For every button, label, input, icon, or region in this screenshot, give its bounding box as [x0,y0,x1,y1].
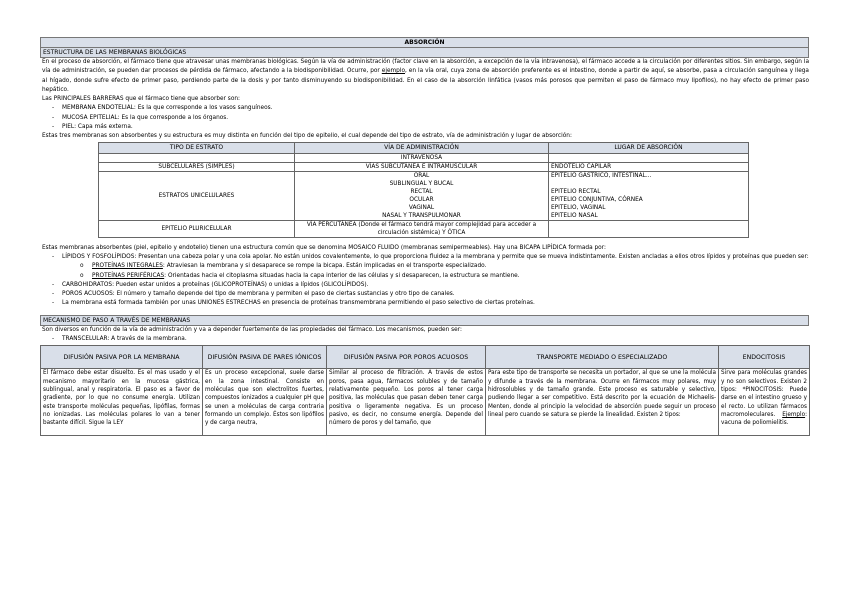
table-cell [549,220,749,237]
table-cell [549,153,749,162]
mechanism-cell: Similar al proceso de filtración. A través de estos poros, pasa agua, fármacos solubles y de tamaño relativamente pequeño. Los poros al tener carga positiva, las moléculas que pasan deben tener carga positiva o ligeramente negativa. Es un proceso pasivo, es decir, no consume energía. Depende del número de poros y del tamaño, que [327,369,486,436]
component-item: - POROS ACUOSOS: El número y tamaño depende del tipo de membrana y permiten el paso de ciertas sustancias y otro tipo de canales. [40,290,809,299]
barrier-item: - MEMBRANA ENDOTELIAL: Es la que corresponde a los vasos sanguíneos. [40,104,809,113]
table-header: VÍA DE ADMINISTRACIÓN [295,142,549,153]
table-cell [99,153,295,162]
section-heading-membranes: ESTRUCTURA DE LAS MEMBRANAS BIOLÓGICAS [40,48,809,58]
example-text: : vacuna de poliomielitis. [721,411,807,427]
mechanism-cell: El fármaco debe estar disuelto. Es el mas usado y el mecanismo mayoritario en la mucosa gástrica, sublingual, anal y respiratoria. El paso es a favor de gradiente, por lo que no consume energía. Utilizan este transporte moléculas pequeñas, lipófilas, formas no ionizadas. Las moléculas polares lo van a tener bastante difícil. Sigue la LEY [41,369,203,436]
table-header: TIPO DE ESTRATO [99,142,295,153]
mechanism-cell: Es un proceso excepcional, suele darse en la zona intestinal. Consiste en moléculas que son electrolitos fuertes, compuestos ionizados a cualquier pH que se unen a moléculas de carga contraria formando un complejo. Éstos son lipófilos y de carga neutra, [203,369,327,436]
via-item: VAGINAL [408,204,435,211]
table-intro: Estas tres membranas son absorbentes y su estructura es muy distinta en función del tipo de epitelio, el cual depende del tipo de estrato, vía de administración y lugar de absorción: [42,133,572,140]
table-cell: EPITELIO PLURICELULAR [99,220,295,237]
mechanisms-intro: Son diversos en función de la vía de administración y va a depender fuertemente de las propiedades del fármaco. Los mecanismos, pueden ser: [42,326,462,333]
via-item: NASAL Y TRANSPULMONAR [382,212,461,219]
table-cell: INTRAVENOSA [295,153,549,162]
table-cell: VÍAS SUBCUTÁNEA E INTRAMUSCULAR [295,162,549,171]
table-cell [549,171,749,220]
mechanism-header: DIFUSIÓN PASIVA POR POROS ACUOSOS [327,346,486,369]
mechanism-header: DIFUSIÓN PASIVA POR LA MEMBRANA [41,346,203,369]
lugar-item: EPITELIO GÁSTRICO, INTESTINAL... [551,172,652,179]
lugar-item: EPITELIO RECTAL [551,188,601,195]
mechanism-header: DIFUSIÓN PASIVA DE PARES IÓNICOS [203,346,327,369]
via-item: ORAL [413,172,430,179]
transcelular-item: - TRANSCELULAR: A través de la membrana. [40,335,809,344]
via-item: RECTAL [410,188,433,195]
lipids-item: - LÍPIDOS Y FOSFOLÍPIDOS: Presentan una cabeza polar y una cola apolar. No están unidos covalentemente, lo que proporciona fluidez a la membrana y permite que se mueva indistintamente. Existen ancladas a ellos otros lípidos y proteínas que pueden ser: [40,253,809,262]
table-header: LUGAR DE ABSORCIÓN [549,142,749,153]
document-sheet [40,37,809,436]
mechanism-cell: Sirve para moléculas grandes y no son selectivos. Existen 2 tipos: *PINOCITOSIS: Puede darse en el intestino grueso y el recto. Lo utilizan fármacos macromoleculares. Ejemplo: vacuna de poliomielitis. [719,369,810,436]
page-title: ABSORCIÓN [40,37,809,48]
component-item: - La membrana está formada también por unas UNIONES ESTRECHAS en presencia de proteínas transmembrana permitiendo el paso selectivo de ciertas proteínas. [40,299,809,308]
table-cell [295,171,549,220]
mechanisms-table [40,345,810,436]
mechanism-header: ENDOCITOSIS [719,346,810,369]
lugar-item: EPITELIO NASAL [551,212,598,219]
table-cell: SUBCELULARES (SIMPLES) [99,162,295,171]
via-item: SUBLINGUAL Y BUCAL [389,180,454,187]
mechanism-cell: Para este tipo de transporte se necesita un portador, al que se une la molécula y difunde a través de la membrana. Ocurre en fármacos muy polares, muy hidrosolubles y de tamaño grande. Este proceso es saturable y selectivo, pudiendo llegar a ser competitivo. Está descrito por la ecuación de Michaelis-Menten, donde al principio la velocidad de absorción puede seguir un proceso lineal pero cuando se satura se pierde la linealidad. Existen 2 tipos: [486,369,719,436]
via-item: OCULAR [409,196,434,203]
section-heading-mechanisms: MECANISMO DE PASO A TRAVÉS DE MEMBRANAS [40,315,809,326]
barriers-intro: Las PRINCIPALES BARRERAS que el fármaco tiene que absorber son: [42,96,240,103]
lugar-item: EPITELIO CONJUNTIVA, CÓRNEA [551,196,643,203]
table-cell: VÍA PERCUTÁNEA (Donde el fármaco tendrá mayor complejidad para acceder a circulación sistémica) Y ÓTICA [295,220,549,237]
intro-paragraph: En el proceso de absorción, el fármaco tiene que atravesar unas membranas biológicas. Según la vía de administración (factor clave en la absorción, a excepción de la vía intravenosa), el fármaco accede a la circulación por diferentes sitios. Sin embargo, según la vía de administración, se pueden dar procesos de pérdida de fármaco, afectando a la biodisponibilidad. Ocurre, por ejemplo, en la vía oral, cuya zona de absorción preferente es el intestino, donde a partir de aquí, se absorbe, pasa a circulación sanguínea y llega al hígado, donde sufre efecto de primer paso, perdiendo parte de la dosis y por tanto disminuyendo su biodisponibilidad. En el caso de la absorción linfática (vasos más porosos que permiten el paso de fármaco muy lipofilos), no hay efecto de primer paso hepático. [42,59,809,93]
lugar-item [551,180,746,188]
component-item: - CARBOHIDRATOS: Pueden estar unidos a proteínas (GLICOPROTEÍNAS) o unidas a lípidos (GLICOLÍPIDOS). [40,281,809,290]
mechanism-header: TRANSPORTE MEDIADO O ESPECIALIZADO [486,346,719,369]
table-cell: ESTRATOS UNICELULARES [99,171,295,220]
lugar-item: EPITELIO, VAGINAL [551,204,606,211]
example-label: Ejemplo [782,411,806,418]
absorption-table [98,142,749,238]
protein-item: o PROTEÍNAS INTEGRALES: Atraviesan la membrana y si desaparece se rompe la bicapa. Están implicadas en el transporte especializado. [40,262,809,271]
mosaic-paragraph: Estas membranas absorbentes (piel, epitelio y endotelio) tienen una estructura común que se denomina MOSAICO FLUIDO (membranas semipermeables). Hay una BICAPA LIPÍDICA formada por: [42,244,606,251]
protein-item: o PROTEÍNAS PERIFÉRICAS: Orientadas hacia el citoplasma situadas hacia la capa interior de las células y si desaparecen, la estructura se mantiene. [40,272,809,281]
barrier-item: - MUCOSA EPITELIAL: Es la que corresponde a los órganos. [40,114,809,123]
table-cell: ENDOTELIO CAPILAR [549,162,749,171]
barrier-item: - PIEL: Capa más externa. [40,123,809,132]
